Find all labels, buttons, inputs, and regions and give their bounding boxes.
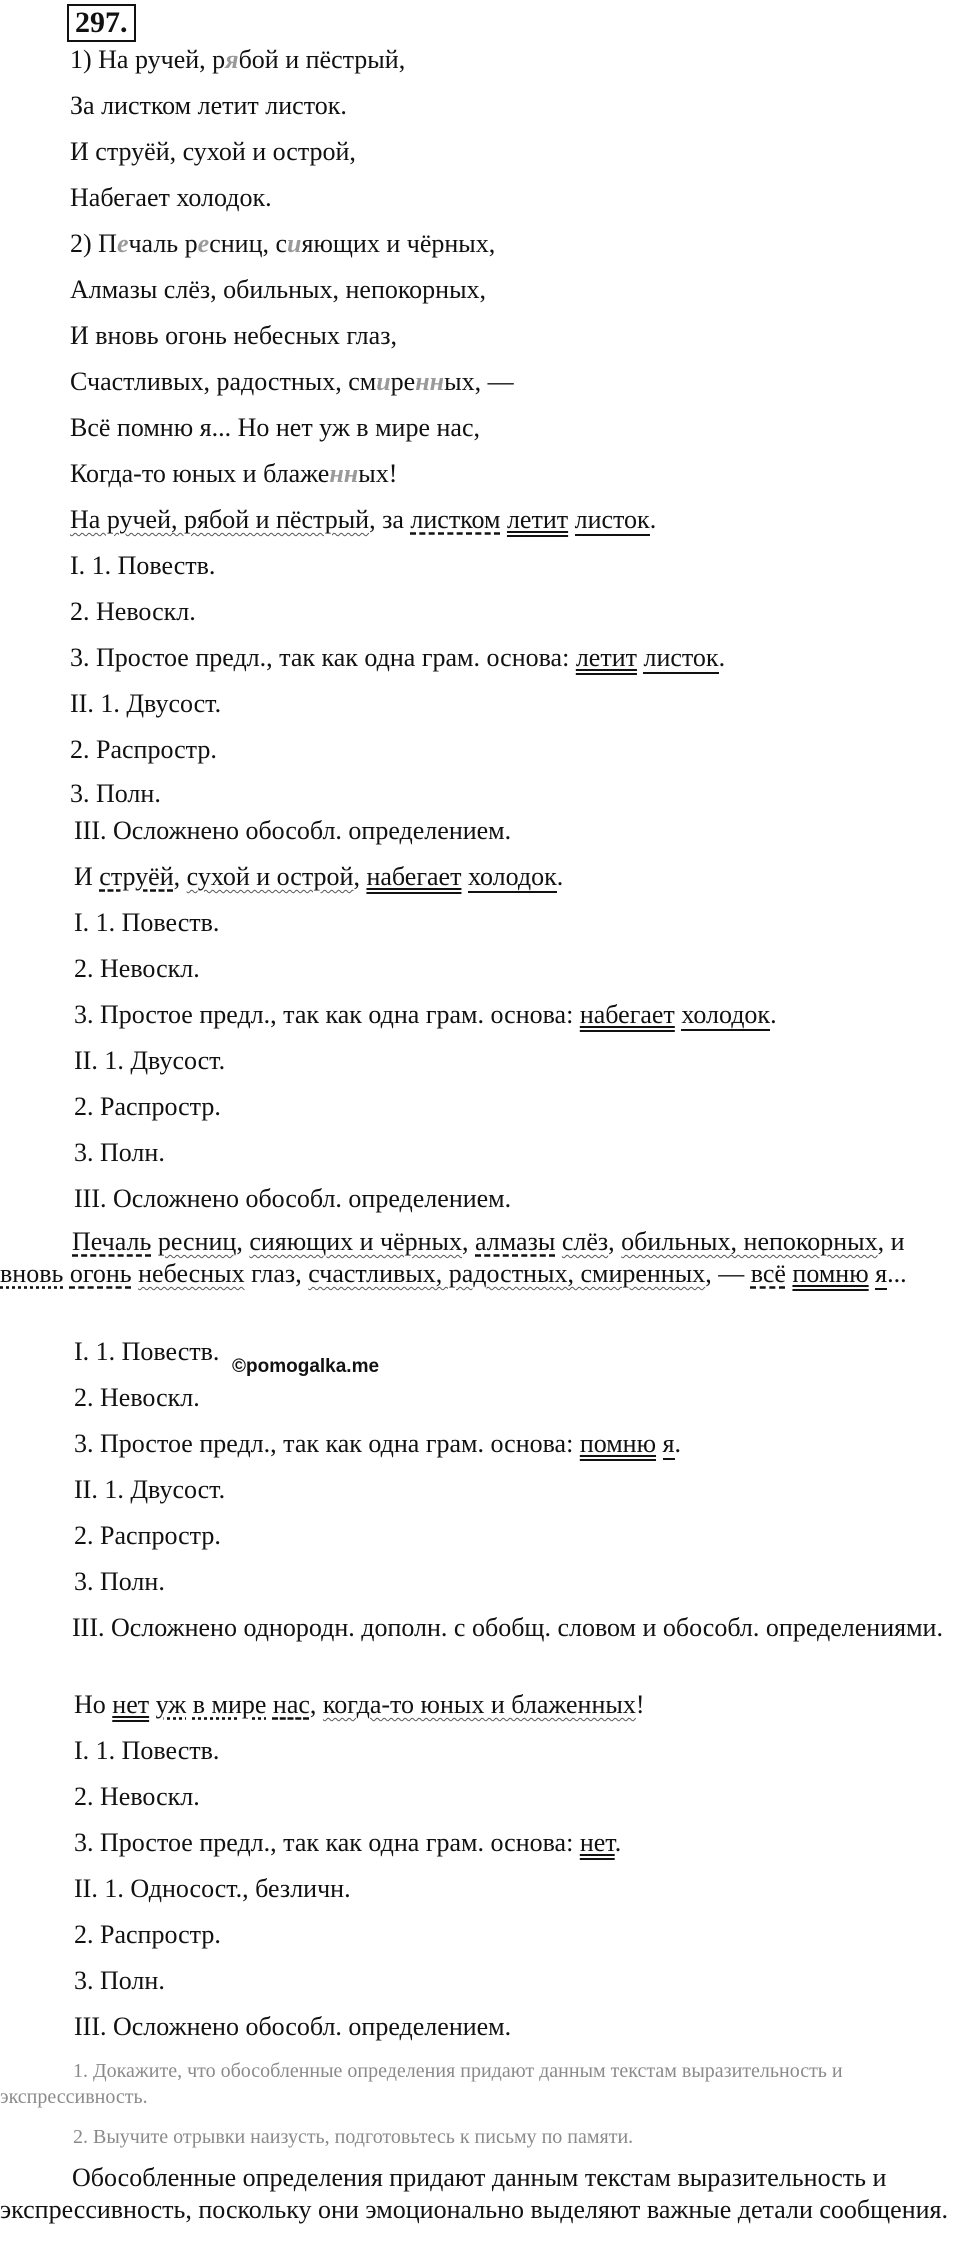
analysis-line: 3. Простое предл., так как одна грам. основа: нет. <box>74 1828 622 1857</box>
sentence-1: На ручей, рябой и пёстрый, за листком летит листок. <box>70 505 657 534</box>
analysis-line: 3. Полн. <box>74 1567 165 1596</box>
analysis-line: 3. Простое предл., так как одна грам. основа: летит листок. <box>70 643 726 672</box>
analysis-line: 2. Распростр. <box>74 1092 221 1121</box>
poem-line-1: 1) На ручей, рябой и пёстрый, <box>70 45 406 74</box>
watermark: ©pomogalka.me <box>232 1356 380 1377</box>
analysis-line: 2. Невоскл. <box>70 597 196 626</box>
exercise-number: 297. <box>67 4 136 42</box>
analysis-line: 2. Распростр. <box>70 735 217 764</box>
poem-line-3: И струёй, сухой и острой, <box>70 137 356 166</box>
analysis-line: II. 1. Двусост. <box>74 1046 226 1075</box>
poem-line-5: 2) Печаль ресниц, сияющих и чёрных, <box>70 229 496 258</box>
analysis-line: 3. Полн. <box>74 1966 165 1995</box>
analysis-line: II. 1. Односост., безличн. <box>74 1874 351 1903</box>
task-2: 2. Выучите отрывки наизусть, подготовьтесь к письму по памяти. <box>73 2126 634 2148</box>
poem-line-9: Всё помню я... Но нет уж в мире нас, <box>70 413 480 442</box>
poem-line-4: Набегает холодок. <box>70 183 272 212</box>
sentence-2: И струёй, сухой и острой, набегает холодок. <box>74 862 564 891</box>
analysis-line: I. 1. Повеств. <box>70 551 216 580</box>
poem-line-6: Алмазы слёз, обильных, непокорных, <box>70 275 487 304</box>
task-1: 1. Докажите, что обособленные определения придают данным текстам выразительность и экспрессивность. <box>0 2060 843 2108</box>
analysis-line: I. 1. Повеств. <box>74 908 220 937</box>
analysis-line: 3. Простое предл., так как одна грам. основа: набегает холодок. <box>74 1000 777 1029</box>
analysis-line: 2. Распростр. <box>74 1920 221 1949</box>
analysis-line: 2. Невоскл. <box>74 954 200 983</box>
analysis-line: 2. Распростр. <box>74 1521 221 1550</box>
analysis-line: III. Осложнено однородн. дополн. с обобщ. словом и обособл. определениями. <box>72 1613 943 1642</box>
analysis-line: 3. Полн. <box>74 1138 165 1167</box>
analysis-line: I. 1. Повеств. <box>74 1337 220 1366</box>
analysis-line: 2. Невоскл. <box>74 1782 200 1811</box>
analysis-line: 2. Невоскл. <box>74 1383 200 1412</box>
poem-line-2: За листком летит листок. <box>70 91 347 120</box>
analysis-line: III. Осложнено обособл. определением. <box>74 816 512 845</box>
analysis-line: I. 1. Повеств. <box>74 1736 220 1765</box>
analysis-line: 3. Простое предл., так как одна грам. основа: помню я. <box>74 1429 681 1458</box>
analysis-line: III. Осложнено обособл. определением. <box>74 2012 512 2041</box>
analysis-line: II. 1. Двусост. <box>70 689 222 718</box>
analysis-line: 3. Полн. <box>70 779 161 808</box>
poem-line-8: Счастливых, радостных, смиренных, — <box>70 367 514 396</box>
poem-line-7: И вновь огонь небесных глаз, <box>70 321 397 350</box>
answer-paragraph: Обособленные определения придают данным текстам выразительность и экспрессивность, поскольку они эмоционально выделяют важные детали сообщения. <box>0 2163 948 2224</box>
analysis-line: III. Осложнено обособл. определением. <box>74 1184 512 1213</box>
sentence-3: Печаль ресниц, сияющих и чёрных, алмазы слёз, обильных, непокорных, и вновь огонь небесных глаз, счастливых, радостных, смиренных, — всё помню я... <box>0 1227 907 1288</box>
poem-line-10: Когда-то юных и блаженных! <box>70 459 398 488</box>
sentence-4: Но нет уж в мире нас, когда-то юных и блаженных! <box>74 1690 645 1719</box>
analysis-line: II. 1. Двусост. <box>74 1475 226 1504</box>
